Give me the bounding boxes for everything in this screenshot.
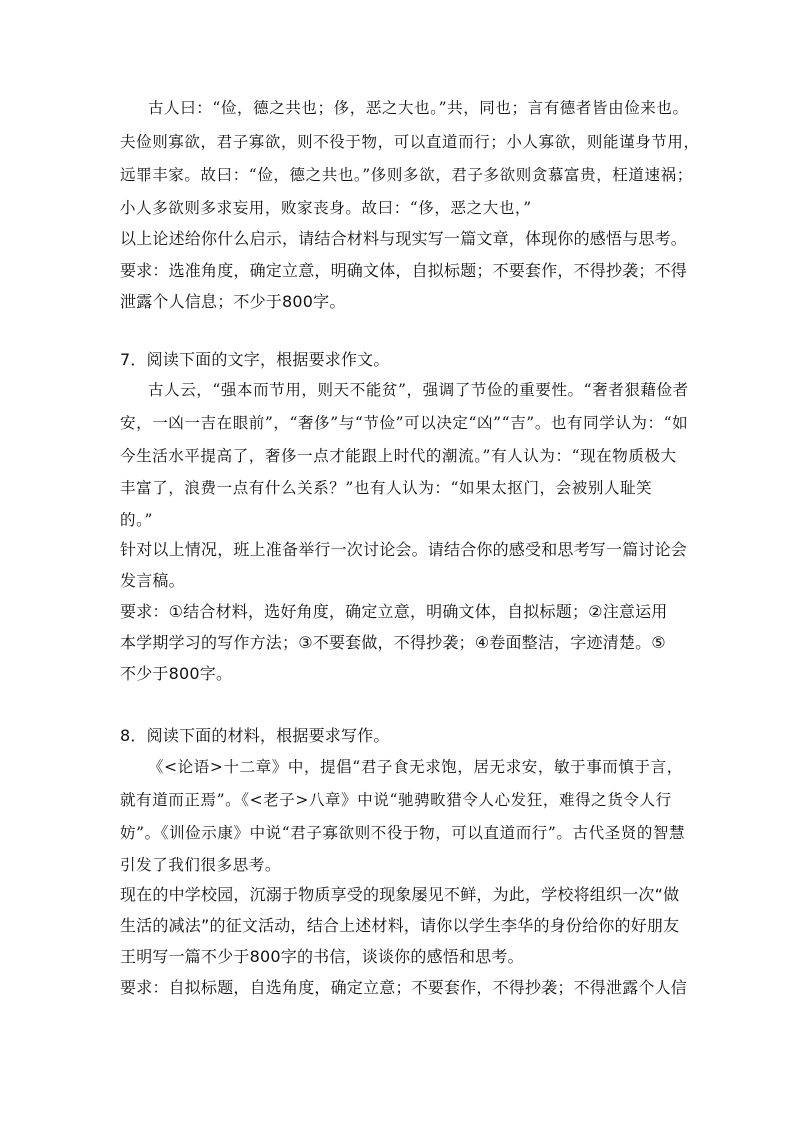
- s6-material-line-3: 远罪丰家。故曰：“俭，德之共也。”侈则多欲，君子多欲则贪慕富贵，枉道速祸；: [120, 166, 693, 184]
- s8-material-line-4: 引发了我们很多思考。: [120, 856, 282, 874]
- s6-requirement-line-2: 泄露个人信息；不少于800字。: [120, 292, 346, 311]
- s7-material-line-4: 丰富了，浪费一点有什么关系？”也有人认为：“如果太抠门，会被别人耻笑: [120, 479, 653, 497]
- s7-material-line-5: 的。”: [120, 511, 153, 529]
- s8-heading: 8．阅读下面的材料，根据要求写作。: [120, 726, 390, 745]
- s6-material-line-2: 夫俭则寡欲，君子寡欲，则不役于物，可以直道而行；小人寡欲，则能谨身节用，: [120, 133, 700, 151]
- s6-requirement-line-1: 要求：选准角度，确定立意，明确文体，自拟标题；不要套作，不得抄袭；不得: [120, 261, 688, 280]
- s8-material-line-2: 就有道而正焉”。《<老子>八章》中说“驰骋畋猎令人心发狂，难得之货令人行: [120, 791, 672, 809]
- s8-prompt-line-2: 生活的减法”的征文活动，结合上述材料，请你以学生李华的身份给你的好朋友: [120, 916, 680, 935]
- s7-material-line-1: 古人云，“强本而节用，则天不能贫”，强调了节俭的重要性。“奢者狠藉俭者: [148, 381, 689, 399]
- s7-heading: 7．阅读下面的文字，根据要求作文。: [120, 350, 390, 369]
- s7-prompt-line-2: 发言稿。: [120, 571, 185, 590]
- s7-prompt-line-1: 针对以上情况，班上准备举行一次讨论会。请结合你的感受和思考写一篇讨论会: [120, 540, 688, 559]
- s7-requirement-line-2: 本学期学习的写作方法；③不要套做，不得抄袭；④卷面整洁，字迹清楚。⑤: [120, 633, 666, 652]
- s8-requirement-line-1: 要求：自拟标题，自选角度，确定立意；不要套作，不得抄袭；不得泄露个人信: [120, 978, 688, 997]
- s7-material-line-3: 今生活水平提高了，奢侈一点才能跟上时代的潮流。”有人认为：“现在物质极大: [120, 447, 677, 465]
- s8-prompt-line-3: 王明写一篇不少于800字的书信，谈谈你的感悟和思考。: [120, 947, 524, 966]
- s8-material-line-3: 妨”。《训俭示康》中说“君子寡欲则不役于物，可以直道而行”。古代圣贤的智慧: [120, 824, 686, 842]
- s8-prompt-line-1: 现在的中学校园，沉溺于物质享受的现象屡见不鲜，为此，学校将组织一次“做: [120, 885, 680, 904]
- s6-material-line-1: 古人曰：“俭，德之共也；侈，恶之大也。”共，同也；言有德者皆由俭来也。: [148, 99, 689, 117]
- s7-requirement-line-3: 不少于800字。: [120, 664, 233, 683]
- s6-material-line-4: 小人多欲则多求妄用，败家丧身。故曰：“侈，恶之大也，”: [120, 199, 532, 217]
- s6-prompt-line: 以上论述给你什么启示，请结合材料与现实写一篇文章，体现你的感悟与思考。: [120, 229, 688, 248]
- s8-material-line-1: 《<论语>十二章》中，提倡“君子食无求饱，居无求安，敏于事而慎于言，: [148, 758, 683, 776]
- s7-requirement-line-1: 要求：①结合材料，选好角度，确定立意，明确文体，自拟标题；②注意运用: [120, 602, 668, 621]
- s7-material-line-2: 安，一凶一吉在眼前”，“奢侈”与“节俭”可以决定“凶”“吉”。也有同学认为：“如: [120, 414, 689, 432]
